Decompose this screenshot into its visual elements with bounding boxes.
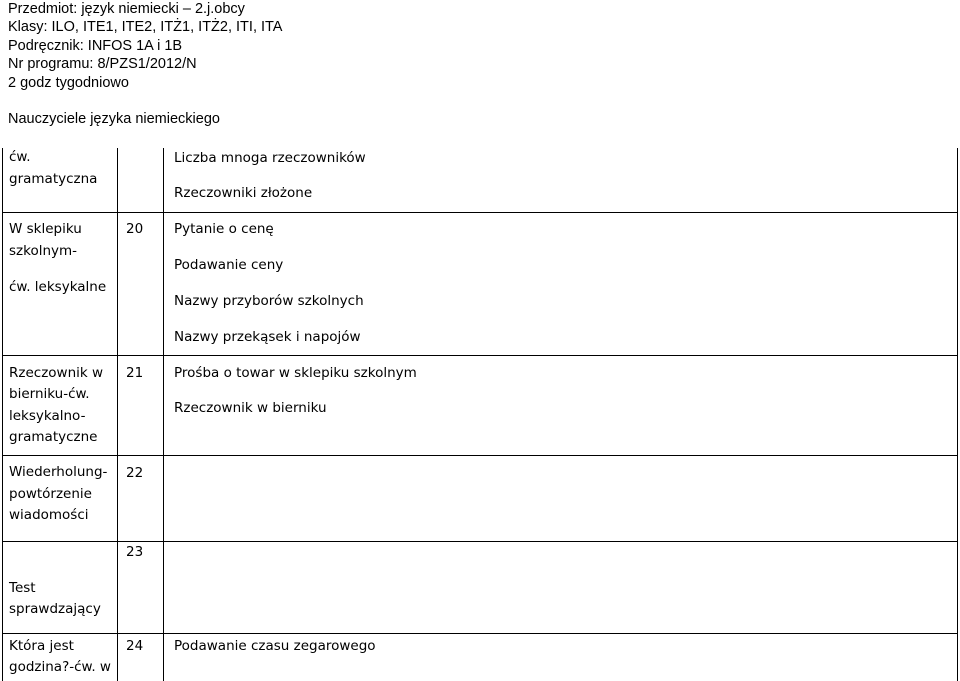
topic-cell-line: gramatyczne (9, 429, 98, 445)
topic-cell-line: leksykalno- (9, 408, 86, 424)
topic-cell-line: bierniku-ćw. (9, 386, 90, 402)
lesson-number: 22 (126, 465, 144, 481)
topic-cell-line: W sklepiku (9, 221, 82, 237)
content-cell-line: Podawanie czasu zegarowego (174, 638, 376, 654)
topic-cell-line: wiadomości (9, 507, 89, 523)
content-cell-line: Rzeczownik w bierniku (174, 400, 327, 416)
table-row-divider (2, 355, 958, 356)
content-cell-line: Podawanie ceny (174, 257, 284, 273)
topic-cell-line: gramatyczna (9, 171, 98, 187)
topic-cell-line: ćw. leksykalne (9, 279, 107, 295)
topic-cell-line: Test (9, 580, 36, 596)
content-cell-line: Rzeczowniki złożone (174, 185, 313, 201)
table-border-col1 (117, 148, 118, 681)
table-row-divider (2, 541, 958, 542)
document-header (8, 0, 282, 128)
textbook-line: Podręcznik: INFOS 1A i 1B (8, 37, 183, 54)
topic-cell-line: Rzeczownik w (9, 365, 104, 381)
topic-cell-line: Wiederholung- (9, 464, 108, 480)
lesson-number: 21 (126, 365, 144, 381)
table-border-right (957, 148, 958, 681)
content-cell-line: Nazwy przekąsek i napojów (174, 329, 361, 345)
topic-cell-line: szkolnym- (9, 243, 78, 259)
topic-cell-line: ćw. (9, 149, 31, 165)
table-row-divider (2, 455, 958, 456)
content-cell-line: Liczba mnoga rzeczowników (174, 150, 366, 166)
table-row-divider (2, 633, 958, 634)
content-cell-line: Prośba o towar w sklepiku szkolnym (174, 365, 417, 381)
subject-line: Przedmiot: język niemiecki – 2.j.obcy (8, 1, 245, 17)
topic-cell-line: powtórzenie (9, 486, 92, 502)
table-border-col2 (163, 148, 164, 681)
topic-cell-line: Która jest (9, 638, 74, 654)
content-cell-line: Nazwy przyborów szkolnych (174, 293, 364, 309)
lesson-number: 23 (126, 544, 144, 560)
content-cell-line: Pytanie o cenę (174, 221, 274, 237)
table-border-left (2, 148, 3, 681)
teachers-line: Nauczyciele języka niemieckiego (8, 111, 220, 128)
lesson-number: 20 (126, 221, 144, 237)
topic-cell-line: sprawdzający (9, 601, 101, 617)
hours-line: 2 godz tygodniowo (8, 74, 129, 91)
program-number-line: Nr programu: 8/PZS1/2012/N (8, 56, 197, 73)
topic-cell-line: godzina?-ćw. w (9, 659, 111, 675)
table-row-divider (2, 212, 958, 213)
lesson-number: 24 (126, 638, 144, 654)
classes-line: Klasy: ILO, ITE1, ITE2, ITŻ1, ITŻ2, ITI, ITA (8, 19, 283, 36)
